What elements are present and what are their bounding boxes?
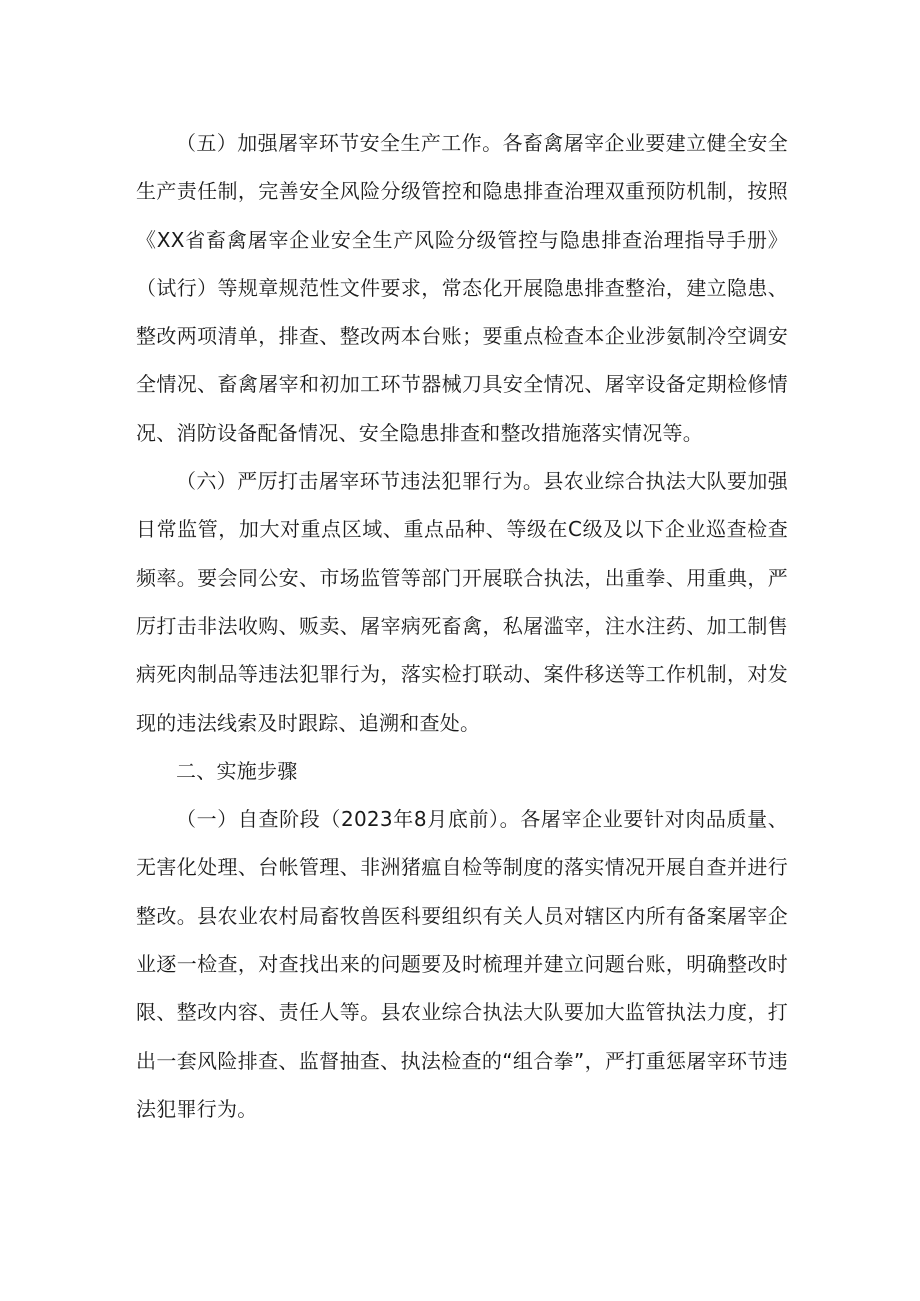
paragraph-item-6: （六）严厉打击屠宰环节违法犯罪行为。县农业综合执法大队要加强日常监管，加大对重点区域、重点品种、等级在C级及以下企业巡查检查频率。要会同公安、市场监管等部门开展联合执法，出重拳、用重典，严厉打击非法收购、贩卖、屠宰病死畜禽，私屠滥宰，注水注药、加工制售病死肉制品等违法犯罪行为，落实检打联动、案件移送等工作机制，对发现的违法线索及时跟踪、追溯和查处。 <box>136 469 788 735</box>
section-heading-implementation-steps: 二、实施步骤 <box>176 758 298 783</box>
paragraph-item-5: （五）加强屠宰环节安全生产工作。各畜禽屠宰企业要建立健全安全生产责任制，完善安全风险分级管控和隐患排查治理双重预防机制，按照《XX省畜禽屠宰企业安全生产风险分级管控与隐患排查治理指导手册》（试行）等规章规范性文件要求，常态化开展隐患排查整治，建立隐患、整改两项清单，排查、整改两本台账；要重点检查本企业涉氨制冷空调安全情况、畜禽屠宰和初加工环节器械刀具安全情况、屠宰设备定期检修情况、消防设备配备情况、安全隐患排查和整改措施落实情况等。 <box>136 131 788 445</box>
paragraph-step-1: （一）自查阶段（2023年8月底前）。各屠宰企业要针对肉品质量、无害化处理、台帐管理、非洲猪瘟自检等制度的落实情况开展自查并进行整改。县农业农村局畜牧兽医科要组织有关人员对辖区内所有备案屠宰企业逐一检查，对查找出来的问题要及时梳理并建立问题台账，明确整改时限、整改内容、责任人等。县农业综合执法大队要加大监管执法力度，打出一套风险排查、监督抽查、执法检查的“组合拳”，严打重惩屠宰环节违法犯罪行为。 <box>136 807 788 1121</box>
document-body <box>136 119 788 1133</box>
